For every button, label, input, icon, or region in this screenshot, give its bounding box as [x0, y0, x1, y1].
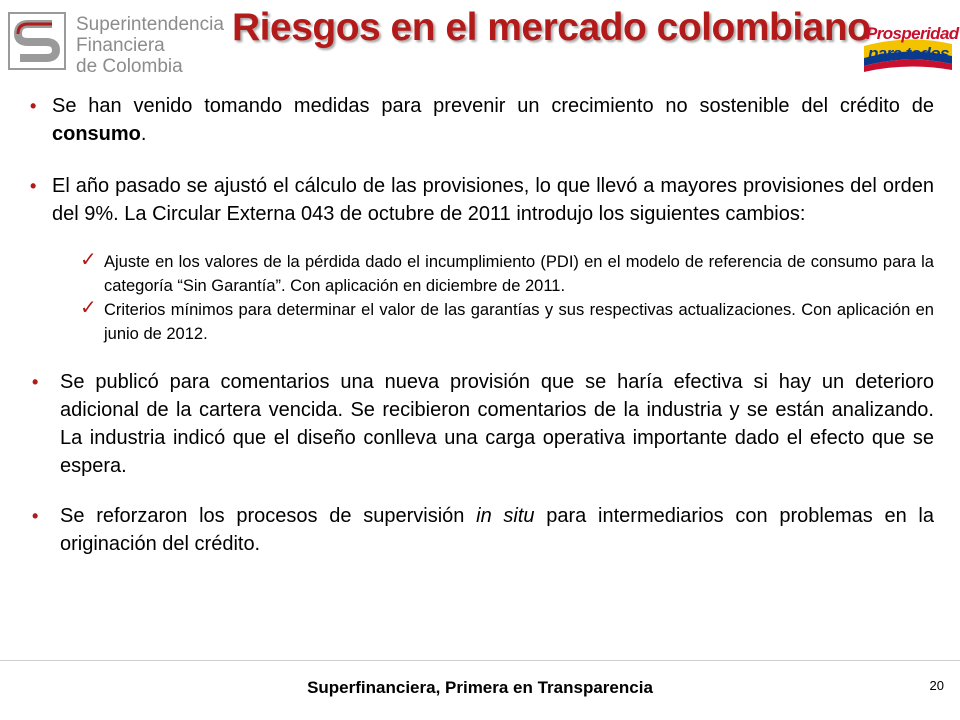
sub-item-1-text: Ajuste en los valores de la pérdida dado el incumplimiento (PDI) en el modelo de referencia de consumo para la categoría “Sin Garantía”. Con aplicación en diciembre de 2011. — [104, 253, 934, 295]
logo-line-1: Superintendencia — [76, 14, 224, 35]
page-title: Riesgos en el mercado colombiano — [232, 6, 871, 49]
sub-item — [80, 298, 934, 346]
content-body — [30, 92, 934, 558]
bullet-3-text: Se publicó para comentarios una nueva provisión que se haría efectiva si hay un deterioro adicional de la cartera vencida. Se recibieron comentarios de la industria y se están analizando. La industria indicó que el diseño conlleva una carga operativa importante dado el efecto que se espera. — [60, 371, 934, 477]
logo-right-line-2: para todos — [868, 44, 949, 63]
bullet-dot-icon: • — [32, 506, 39, 526]
bullet-4-post: para intermediarios con problemas en la originación del crédito. — [60, 505, 934, 555]
logo-line-3: de Colombia — [76, 56, 183, 77]
bullet-1-text: Se han venido tomando medidas para prevenir un crecimiento no sostenible del crédito de — [52, 95, 934, 117]
bullet-dot-icon: • — [30, 96, 37, 116]
sub-item — [80, 250, 934, 298]
checkmark-icon: ✓ — [80, 297, 97, 319]
logo-text — [76, 14, 224, 77]
bullet-item — [30, 172, 934, 228]
footer-divider — [0, 660, 960, 661]
sub-item-2-text: Criterios mínimos para determinar el valor de las garantías y sus respectivas actualizaciones. Con aplicación en junio de 2012. — [104, 301, 934, 343]
bullet-4-pre: Se reforzaron los procesos de supervisión — [60, 505, 477, 527]
bullet-dot-icon: • — [32, 372, 39, 392]
bullet-item — [30, 92, 934, 148]
bullet-dot-icon: • — [30, 176, 37, 196]
bullet-item — [30, 502, 934, 558]
prosperidad-logo — [858, 14, 959, 76]
superfinanciera-logo — [8, 10, 228, 77]
sub-list — [30, 250, 934, 346]
checkmark-icon: ✓ — [80, 249, 97, 271]
bullet-1-bold: consumo — [52, 123, 141, 145]
page-number: 20 — [929, 678, 944, 693]
footer-text: Superfinanciera, Primera en Transparencia — [307, 678, 653, 697]
logo-line-2: Financiera — [76, 35, 165, 56]
bullet-2-text: El año pasado se ajustó el cálculo de las provisiones, lo que llevó a mayores provisiones del orden del 9%. La Circular Externa 043 de octubre de 2011 introdujo los siguientes cambios: — [52, 175, 934, 225]
logo-right-line-1: Prosperidad — [866, 24, 959, 43]
bullet-item — [30, 368, 934, 480]
bullet-4-italic: in situ — [476, 505, 535, 527]
bullet-1-end: . — [140, 123, 147, 145]
superfinanciera-s-icon — [8, 12, 66, 70]
